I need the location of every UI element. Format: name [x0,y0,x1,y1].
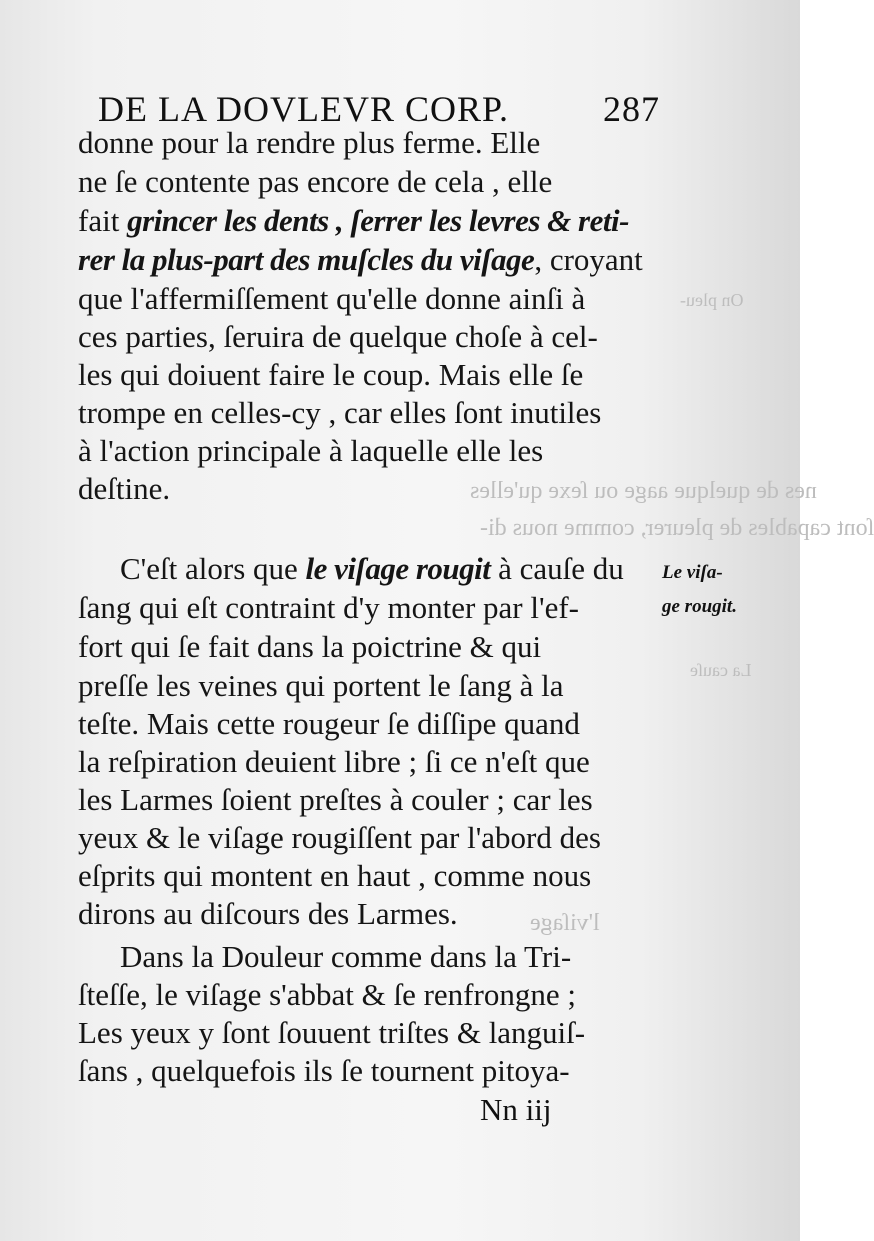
margin-note-line: ge rougit. [662,596,737,617]
text-line: les qui doiuent faire le coup. Mais elle ſe [78,357,584,392]
text-line: yeux & le viſage rougiſſent par l'abord des [78,820,601,855]
show-through-text: nes de quelque aage ou ſexe qu'elles [470,478,817,504]
show-through-text: ſont capables de pleurer, comme nous di- [480,515,874,541]
text-line: à l'action principale à laquelle elle les [78,433,544,468]
text-line: fort qui ſe fait dans la poictrine & qui [78,629,542,664]
text-line: ſteſſe, le viſage s'abbat & ſe renfrongne ; [78,977,576,1012]
text-line: Dans la Douleur comme dans la Tri- [120,939,572,974]
text-line [78,241,652,279]
text-line: preſſe les veines qui portent le ſang à la [78,668,564,703]
show-through-text: l'viſage [530,910,600,936]
text-line: eſprits qui montent en haut , comme nous [78,858,592,893]
text-line: ſang qui eſt contraint d'y monter par l'ef- [78,590,579,625]
text-line: la reſpiration deuient libre ; ſi ce n'eſt que [78,744,590,779]
text-line: ſans , quelquefois ils ſe tournent pitoya- [78,1053,570,1088]
text-line [78,202,652,240]
signature-mark: Nn iij [480,1092,552,1127]
running-title: DE LA DOVLEVR CORP. [98,89,510,129]
text-line: trompe en celles-cy , car elles ſont inutiles [78,395,602,430]
text-run: C'eſt alors que [120,551,306,586]
show-through-text: On pleu- [680,290,744,310]
italic-phrase: le viſage rougit [305,551,491,586]
running-header [98,78,660,130]
text-line: donne pour la rendre plus ferme. Elle [78,125,541,160]
text-line: les Larmes ſoient preſtes à couler ; car les [78,782,593,817]
text-line: teſte. Mais cette rougeur ſe diſſipe quand [78,706,580,741]
text-line: ces parties, ſeruira de quelque choſe à cel- [78,319,598,354]
page-number: 287 [603,89,660,129]
text-line: ne ſe contente pas encore de cela , elle [78,164,553,199]
text-line: que l'affermiſſement qu'elle donne ainſi à [78,281,586,316]
italic-phrase: grincer les dents , ſerrer les levres & reti- [127,203,629,238]
show-through-text: La cauſe [690,660,752,680]
margin-note-line: Le viſa- [662,562,723,583]
text-run: à cauſe du [490,551,624,586]
italic-phrase: rer la plus-part des muſcles du viſage [78,242,535,277]
text-line: deſtine. [78,471,171,506]
text-run: fait [78,203,128,238]
text-run: , croyant [534,242,643,277]
text-line: Les yeux y ſont ſouuent triſtes & languiſ- [78,1015,586,1050]
text-line [78,550,652,588]
text-line: dirons au diſcours des Larmes. [78,896,458,931]
